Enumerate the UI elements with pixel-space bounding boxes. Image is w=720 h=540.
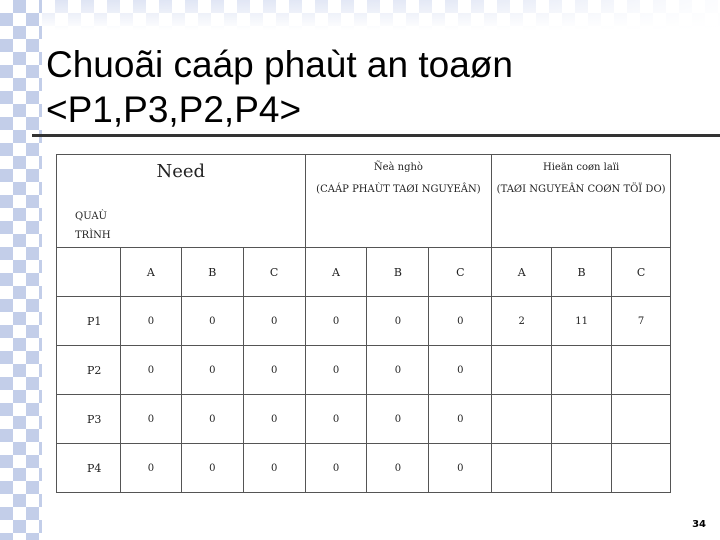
table-column-row [57, 248, 671, 297]
group-header-available [492, 155, 671, 248]
table-cell [612, 444, 671, 493]
table-cell [492, 346, 552, 395]
table-cell: 11 [552, 297, 612, 346]
page-number: 34 [692, 519, 706, 530]
group-header-available-line-2: (TAØI NGUYEÂN COØN TÖÏ DO) [496, 184, 666, 195]
table-cell: 0 [367, 297, 429, 346]
table-cell: 0 [181, 444, 243, 493]
column-header: A [492, 248, 552, 297]
table-cell [552, 395, 612, 444]
table-cell [492, 395, 552, 444]
column-header: B [552, 248, 612, 297]
row-header: P1 [57, 297, 121, 346]
table-cell: 0 [181, 346, 243, 395]
slide-title [46, 42, 686, 132]
table-cell [552, 346, 612, 395]
table-cell: 0 [120, 395, 181, 444]
table-cell: 0 [305, 444, 367, 493]
table-cell: 0 [305, 346, 367, 395]
table-cell: 0 [429, 395, 492, 444]
table-cell [492, 444, 552, 493]
table-cell: 0 [305, 297, 367, 346]
table-row [57, 297, 671, 346]
allocation-table [56, 154, 671, 493]
table-cell: 7 [612, 297, 671, 346]
group-header-available-line-1: Hieän coøn laïi [543, 162, 620, 173]
table-cell: 0 [367, 346, 429, 395]
table-cell: 0 [120, 346, 181, 395]
process-column-header [57, 248, 121, 297]
table-cell: 0 [429, 297, 492, 346]
table-cell: 0 [120, 297, 181, 346]
row-header: P4 [57, 444, 121, 493]
table-cell: 2 [492, 297, 552, 346]
table-cell: 0 [429, 444, 492, 493]
slide-title-line-2: <P1,P3,P2,P4> [46, 89, 302, 130]
process-label-line-1: QUAÙ [75, 211, 107, 222]
need-header: Need [57, 155, 306, 248]
table-row [57, 444, 671, 493]
table-row [57, 395, 671, 444]
table-cell: 0 [243, 395, 305, 444]
checker-fade-right [42, 0, 720, 30]
table-row [57, 346, 671, 395]
column-header: A [120, 248, 181, 297]
column-header: C [429, 248, 492, 297]
table-cell: 0 [367, 444, 429, 493]
group-header-request-line-1: Ñeà nghò [373, 162, 423, 173]
table-cell: 0 [243, 444, 305, 493]
column-header: C [612, 248, 671, 297]
process-label [75, 207, 111, 245]
table-cell: 0 [181, 297, 243, 346]
group-header-request [305, 155, 492, 248]
group-header-request-line-2: (CAÁP PHAÙT TAØI NGUYEÂN) [316, 184, 481, 195]
table-cell: 0 [243, 297, 305, 346]
column-header: C [243, 248, 305, 297]
table-cell: 0 [305, 395, 367, 444]
table-header-row [57, 155, 671, 248]
title-divider [32, 134, 720, 137]
row-header: P2 [57, 346, 121, 395]
table-cell: 0 [120, 444, 181, 493]
column-header: B [367, 248, 429, 297]
column-header: A [305, 248, 367, 297]
table-cell: 0 [429, 346, 492, 395]
slide-title-line-1: Chuoãi caáp phaùt an toaøn [46, 44, 513, 85]
process-label-line-2: TRÌNH [75, 230, 111, 241]
table-cell [552, 444, 612, 493]
table-cell: 0 [243, 346, 305, 395]
table-cell [612, 395, 671, 444]
checker-pattern-left [0, 0, 42, 540]
table-cell [612, 346, 671, 395]
table-cell: 0 [181, 395, 243, 444]
column-header: B [181, 248, 243, 297]
row-header: P3 [57, 395, 121, 444]
table-cell: 0 [367, 395, 429, 444]
